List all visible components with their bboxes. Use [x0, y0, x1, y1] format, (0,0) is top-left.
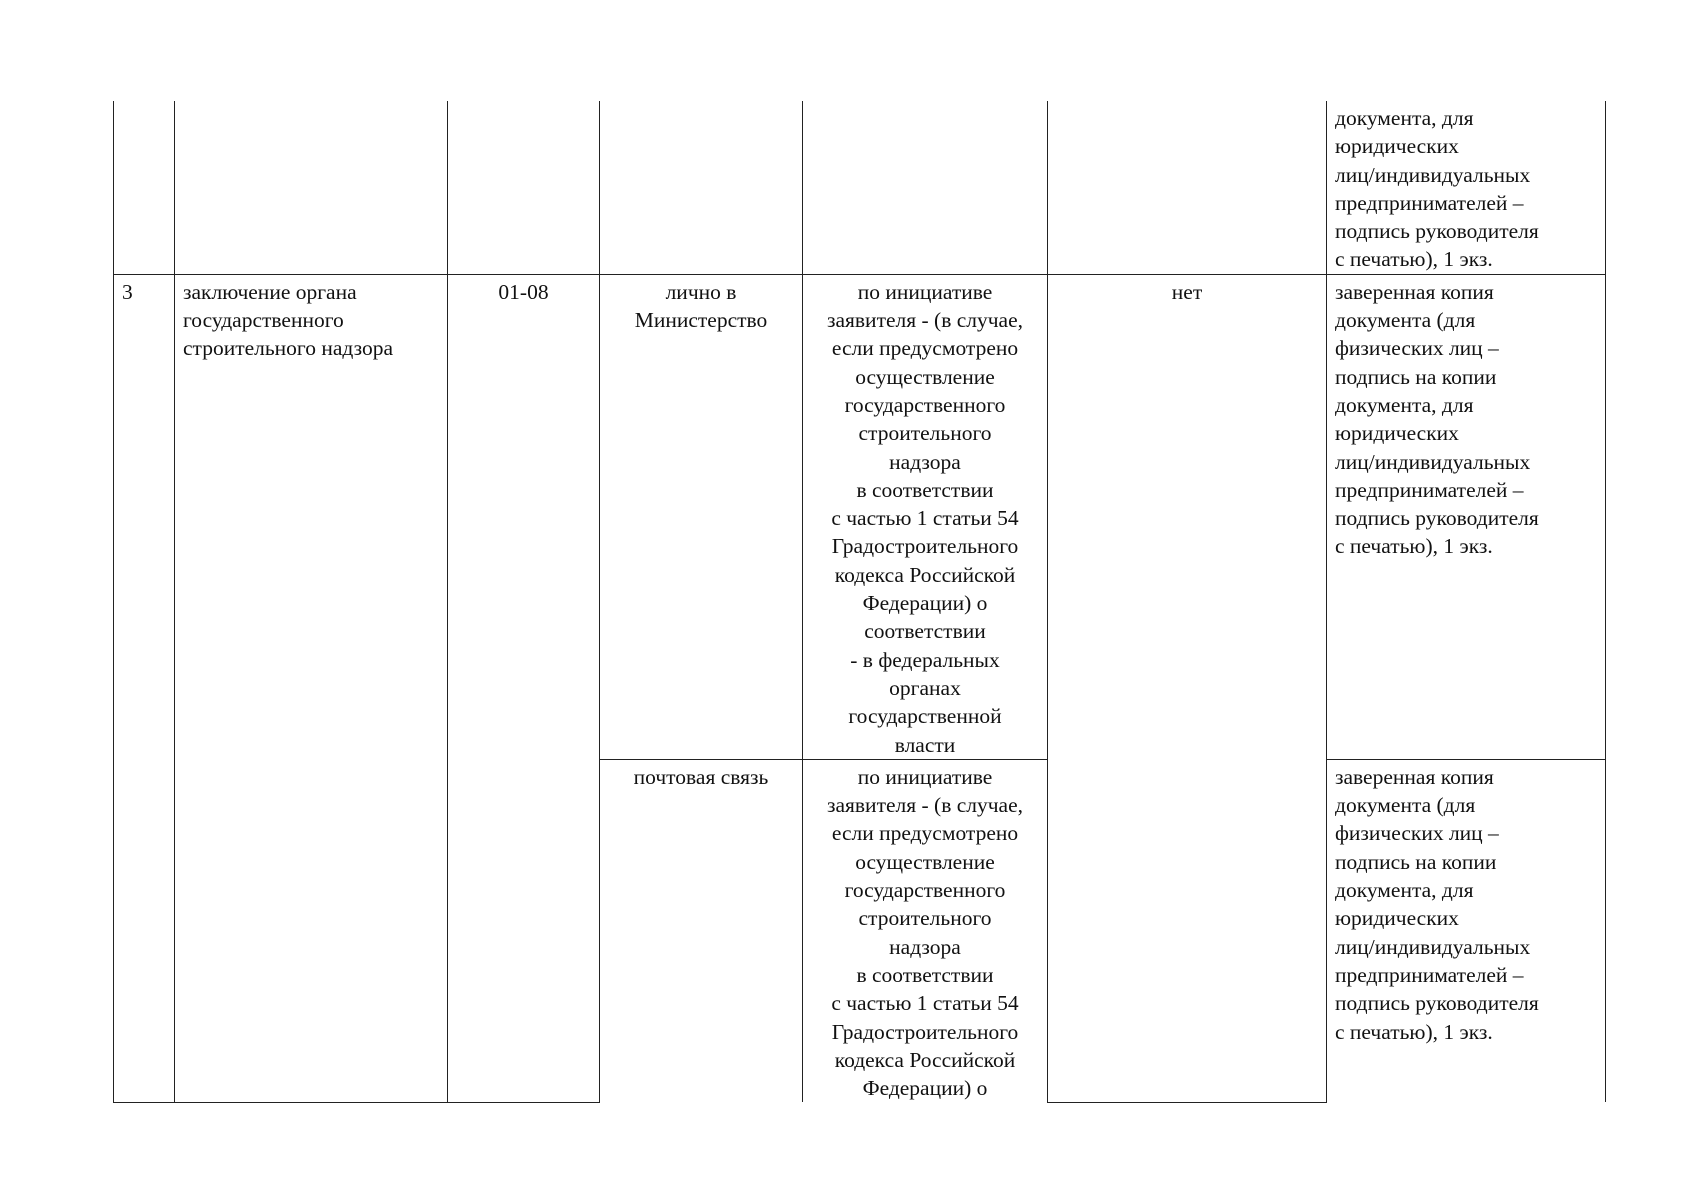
cell-name-cont [175, 101, 448, 274]
documents-table [113, 101, 1606, 1103]
row-number: 3 [114, 274, 175, 1102]
cell-code-cont [448, 101, 600, 274]
continuation-row [114, 101, 1606, 274]
document-name: заключение органа государственного строительного надзора [175, 274, 448, 1102]
cell-interagency-cont [1048, 101, 1327, 274]
document-code: 01-08 [448, 274, 600, 1102]
submission-condition-in-person: по инициативе заявителя - (в случае, если предусмотрено осуществление государственного строительного надзора в соответствии с частью 1 статьи 54 Градостроительного кодекса Российской Федерации) о соответствии - в федеральных органах государственной власти [803, 274, 1048, 759]
submission-method-in-person: лично в Министерство [600, 274, 803, 759]
cell-condition-cont [803, 101, 1048, 274]
submission-condition-postal: по инициативе заявителя - (в случае, если предусмотрено осуществление государственного строительного надзора в соответствии с частью 1 статьи 54 Градостроительного кодекса Российской Федерации) о [803, 759, 1048, 1102]
table-row-3-in-person [114, 274, 1606, 759]
document-requirements-postal: заверенная копия документа (для физических лиц – подпись на копии документа, для юридических лиц/индивидуальных предпринимателей – подпись руководителя с печатью), 1 экз. [1327, 759, 1606, 1102]
cell-number-cont [114, 101, 175, 274]
cell-requirements-cont: документа, для юридических лиц/индивидуальных предпринимателей – подпись руководителя с печатью), 1 экз. [1327, 101, 1606, 274]
submission-method-postal: почтовая связь [600, 759, 803, 1102]
interagency-request: нет [1048, 274, 1327, 1102]
document-requirements-in-person: заверенная копия документа (для физических лиц – подпись на копии документа, для юридических лиц/индивидуальных предпринимателей – подпись руководителя с печатью), 1 экз. [1327, 274, 1606, 759]
cell-method-cont [600, 101, 803, 274]
